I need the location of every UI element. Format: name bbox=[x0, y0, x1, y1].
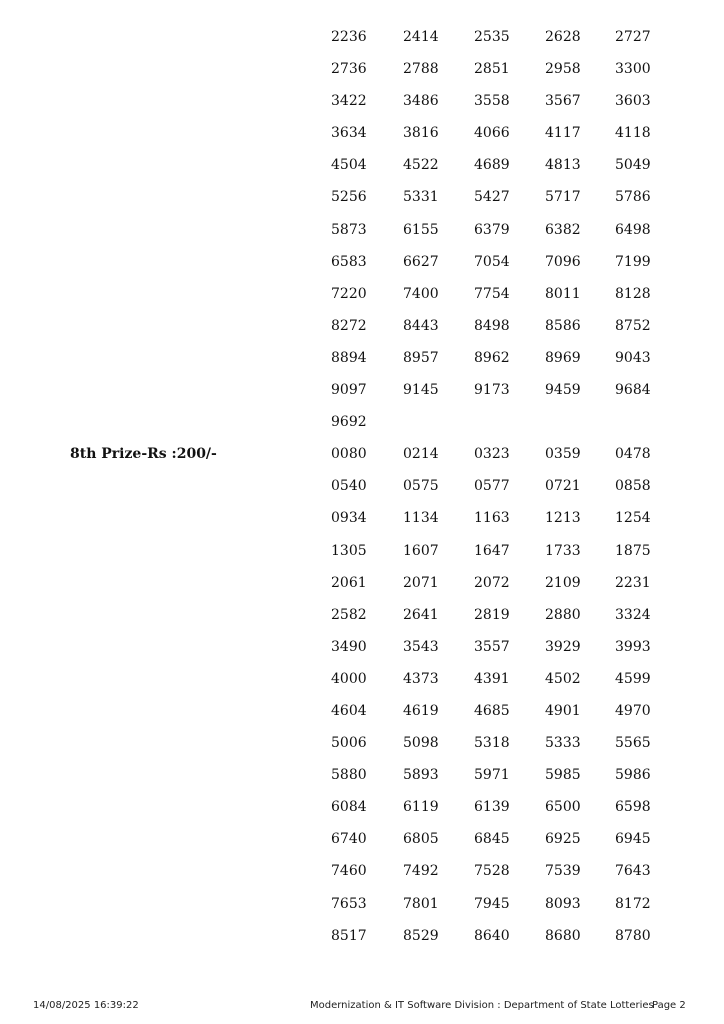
ticket-number: 3486 bbox=[403, 93, 439, 110]
ticket-number: 6139 bbox=[474, 799, 510, 816]
ticket-number: 7653 bbox=[331, 895, 367, 912]
ticket-number: 0478 bbox=[615, 446, 651, 463]
ticket-number: 1254 bbox=[615, 510, 651, 527]
number-row bbox=[0, 888, 724, 920]
prize-label: 8th Prize-Rs :200/- bbox=[70, 446, 217, 463]
number-row bbox=[0, 759, 724, 791]
ticket-number: 2109 bbox=[545, 574, 581, 591]
ticket-number: 2061 bbox=[331, 574, 367, 591]
ticket-number: 4522 bbox=[403, 157, 439, 174]
ticket-number: 6155 bbox=[403, 221, 439, 238]
ticket-number: 2736 bbox=[331, 61, 367, 78]
ticket-number: 6925 bbox=[545, 831, 581, 848]
ticket-number: 1607 bbox=[403, 542, 439, 559]
ticket-number: 8680 bbox=[545, 927, 581, 944]
number-row bbox=[0, 438, 724, 470]
ticket-number: 6498 bbox=[615, 221, 651, 238]
ticket-number: 2414 bbox=[403, 29, 439, 45]
number-row bbox=[0, 535, 724, 567]
ticket-number: 0934 bbox=[331, 510, 367, 527]
ticket-number: 5873 bbox=[331, 221, 367, 238]
ticket-number: 3543 bbox=[403, 638, 439, 655]
ticket-number: 5985 bbox=[545, 767, 581, 784]
number-row bbox=[0, 920, 724, 952]
ticket-number: 4066 bbox=[474, 125, 510, 142]
ticket-number: 3558 bbox=[474, 93, 510, 110]
number-row bbox=[0, 567, 724, 599]
number-row bbox=[0, 342, 724, 374]
ticket-number: 1875 bbox=[615, 542, 651, 559]
ticket-number: 0577 bbox=[474, 478, 510, 495]
ticket-number: 3557 bbox=[474, 638, 510, 655]
ticket-number: 2727 bbox=[615, 29, 651, 45]
ticket-number: 4391 bbox=[474, 670, 510, 687]
ticket-number: 3490 bbox=[331, 638, 367, 655]
ticket-number: 3422 bbox=[331, 93, 367, 110]
ticket-number: 9692 bbox=[331, 414, 367, 431]
ticket-number: 8780 bbox=[615, 927, 651, 944]
ticket-number: 4117 bbox=[545, 125, 581, 142]
ticket-number: 8529 bbox=[403, 927, 439, 944]
ticket-number: 6500 bbox=[545, 799, 581, 816]
page-footer bbox=[0, 1000, 724, 1014]
ticket-number: 4813 bbox=[545, 157, 581, 174]
footer-division: Modernization & IT Software Division : Department of State Lotteries bbox=[310, 1000, 654, 1011]
ticket-number: 1733 bbox=[545, 542, 581, 559]
ticket-number: 7539 bbox=[545, 863, 581, 880]
ticket-number: 7199 bbox=[615, 253, 651, 270]
ticket-number: 5333 bbox=[545, 735, 581, 752]
ticket-number: 8894 bbox=[331, 349, 367, 366]
ticket-number: 7528 bbox=[474, 863, 510, 880]
ticket-number: 2236 bbox=[331, 29, 367, 45]
number-row bbox=[0, 502, 724, 534]
ticket-number: 0080 bbox=[331, 446, 367, 463]
ticket-number: 8517 bbox=[331, 927, 367, 944]
ticket-number: 8172 bbox=[615, 895, 651, 912]
ticket-number: 4689 bbox=[474, 157, 510, 174]
ticket-number: 8128 bbox=[615, 285, 651, 302]
ticket-number: 8272 bbox=[331, 317, 367, 334]
ticket-number: 3816 bbox=[403, 125, 439, 142]
ticket-number: 5717 bbox=[545, 189, 581, 206]
number-row bbox=[0, 855, 724, 887]
ticket-number: 8962 bbox=[474, 349, 510, 366]
ticket-number: 8752 bbox=[615, 317, 651, 334]
number-row bbox=[0, 599, 724, 631]
ticket-number: 6119 bbox=[403, 799, 439, 816]
number-row bbox=[0, 310, 724, 342]
ticket-number: 5427 bbox=[474, 189, 510, 206]
number-row bbox=[0, 663, 724, 695]
number-row bbox=[0, 791, 724, 823]
ticket-number: 4118 bbox=[615, 125, 651, 142]
number-row bbox=[0, 695, 724, 727]
ticket-number: 4504 bbox=[331, 157, 367, 174]
ticket-number: 7754 bbox=[474, 285, 510, 302]
number-row bbox=[0, 149, 724, 181]
ticket-number: 4000 bbox=[331, 670, 367, 687]
ticket-number: 6084 bbox=[331, 799, 367, 816]
ticket-number: 2788 bbox=[403, 61, 439, 78]
ticket-number: 5256 bbox=[331, 189, 367, 206]
ticket-number: 2628 bbox=[545, 29, 581, 45]
number-row bbox=[0, 278, 724, 310]
number-row bbox=[0, 246, 724, 278]
ticket-number: 4373 bbox=[403, 670, 439, 687]
ticket-number: 2231 bbox=[615, 574, 651, 591]
ticket-number: 7492 bbox=[403, 863, 439, 880]
ticket-number: 6627 bbox=[403, 253, 439, 270]
ticket-number: 9459 bbox=[545, 382, 581, 399]
ticket-number: 3324 bbox=[615, 606, 651, 623]
ticket-number: 6379 bbox=[474, 221, 510, 238]
ticket-number: 7220 bbox=[331, 285, 367, 302]
ticket-number: 4599 bbox=[615, 670, 651, 687]
ticket-number: 5565 bbox=[615, 735, 651, 752]
ticket-number: 7096 bbox=[545, 253, 581, 270]
number-row bbox=[0, 823, 724, 855]
ticket-number: 3603 bbox=[615, 93, 651, 110]
number-row bbox=[0, 374, 724, 406]
ticket-number: 1647 bbox=[474, 542, 510, 559]
ticket-number: 2851 bbox=[474, 61, 510, 78]
number-row bbox=[0, 214, 724, 246]
ticket-number: 4619 bbox=[403, 702, 439, 719]
ticket-number: 8969 bbox=[545, 349, 581, 366]
number-row bbox=[0, 727, 724, 759]
ticket-number: 8011 bbox=[545, 285, 581, 302]
ticket-number: 8498 bbox=[474, 317, 510, 334]
ticket-number: 3300 bbox=[615, 61, 651, 78]
ticket-number: 6583 bbox=[331, 253, 367, 270]
ticket-number: 9043 bbox=[615, 349, 651, 366]
ticket-number: 0858 bbox=[615, 478, 651, 495]
number-row bbox=[0, 53, 724, 85]
ticket-number: 7643 bbox=[615, 863, 651, 880]
ticket-number: 9097 bbox=[331, 382, 367, 399]
number-row bbox=[0, 181, 724, 213]
ticket-number: 5098 bbox=[403, 735, 439, 752]
ticket-number: 5880 bbox=[331, 767, 367, 784]
ticket-number: 6945 bbox=[615, 831, 651, 848]
ticket-number: 5971 bbox=[474, 767, 510, 784]
ticket-number: 4970 bbox=[615, 702, 651, 719]
ticket-number: 3993 bbox=[615, 638, 651, 655]
ticket-number: 2072 bbox=[474, 574, 510, 591]
ticket-number: 5318 bbox=[474, 735, 510, 752]
ticket-number: 3567 bbox=[545, 93, 581, 110]
ticket-number: 2535 bbox=[474, 29, 510, 45]
ticket-number: 9173 bbox=[474, 382, 510, 399]
ticket-number: 5331 bbox=[403, 189, 439, 206]
ticket-number: 2582 bbox=[331, 606, 367, 623]
number-row bbox=[0, 117, 724, 149]
ticket-number: 8443 bbox=[403, 317, 439, 334]
ticket-number: 5786 bbox=[615, 189, 651, 206]
ticket-number: 2819 bbox=[474, 606, 510, 623]
ticket-number: 0575 bbox=[403, 478, 439, 495]
ticket-number: 6805 bbox=[403, 831, 439, 848]
ticket-number: 0540 bbox=[331, 478, 367, 495]
ticket-number: 8586 bbox=[545, 317, 581, 334]
ticket-number: 7054 bbox=[474, 253, 510, 270]
ticket-number: 7945 bbox=[474, 895, 510, 912]
ticket-number: 7460 bbox=[331, 863, 367, 880]
ticket-number: 2641 bbox=[403, 606, 439, 623]
ticket-number: 4901 bbox=[545, 702, 581, 719]
number-row bbox=[0, 470, 724, 502]
ticket-number: 6740 bbox=[331, 831, 367, 848]
ticket-number: 2958 bbox=[545, 61, 581, 78]
ticket-number: 8093 bbox=[545, 895, 581, 912]
ticket-number: 2880 bbox=[545, 606, 581, 623]
ticket-number: 7400 bbox=[403, 285, 439, 302]
number-row bbox=[0, 631, 724, 663]
ticket-number: 1134 bbox=[403, 510, 439, 527]
ticket-number: 4502 bbox=[545, 670, 581, 687]
number-row bbox=[0, 21, 724, 53]
ticket-number: 4604 bbox=[331, 702, 367, 719]
ticket-number: 6845 bbox=[474, 831, 510, 848]
ticket-number: 1213 bbox=[545, 510, 581, 527]
ticket-number: 1163 bbox=[474, 510, 510, 527]
ticket-number: 0214 bbox=[403, 446, 439, 463]
footer-datetime: 14/08/2025 16:39:22 bbox=[33, 1000, 139, 1011]
results-grid bbox=[0, 21, 724, 952]
ticket-number: 0359 bbox=[545, 446, 581, 463]
number-row bbox=[0, 406, 724, 438]
ticket-number: 9145 bbox=[403, 382, 439, 399]
ticket-number: 8957 bbox=[403, 349, 439, 366]
ticket-number: 5986 bbox=[615, 767, 651, 784]
ticket-number: 6382 bbox=[545, 221, 581, 238]
ticket-number: 5893 bbox=[403, 767, 439, 784]
ticket-number: 5006 bbox=[331, 735, 367, 752]
ticket-number: 5049 bbox=[615, 157, 651, 174]
ticket-number: 1305 bbox=[331, 542, 367, 559]
ticket-number: 3634 bbox=[331, 125, 367, 142]
ticket-number: 6598 bbox=[615, 799, 651, 816]
ticket-number: 2071 bbox=[403, 574, 439, 591]
footer-page-number: Page 2 bbox=[652, 1000, 686, 1011]
ticket-number: 9684 bbox=[615, 382, 651, 399]
ticket-number: 0323 bbox=[474, 446, 510, 463]
ticket-number: 4685 bbox=[474, 702, 510, 719]
number-row bbox=[0, 85, 724, 117]
ticket-number: 0721 bbox=[545, 478, 581, 495]
ticket-number: 3929 bbox=[545, 638, 581, 655]
ticket-number: 8640 bbox=[474, 927, 510, 944]
ticket-number: 7801 bbox=[403, 895, 439, 912]
